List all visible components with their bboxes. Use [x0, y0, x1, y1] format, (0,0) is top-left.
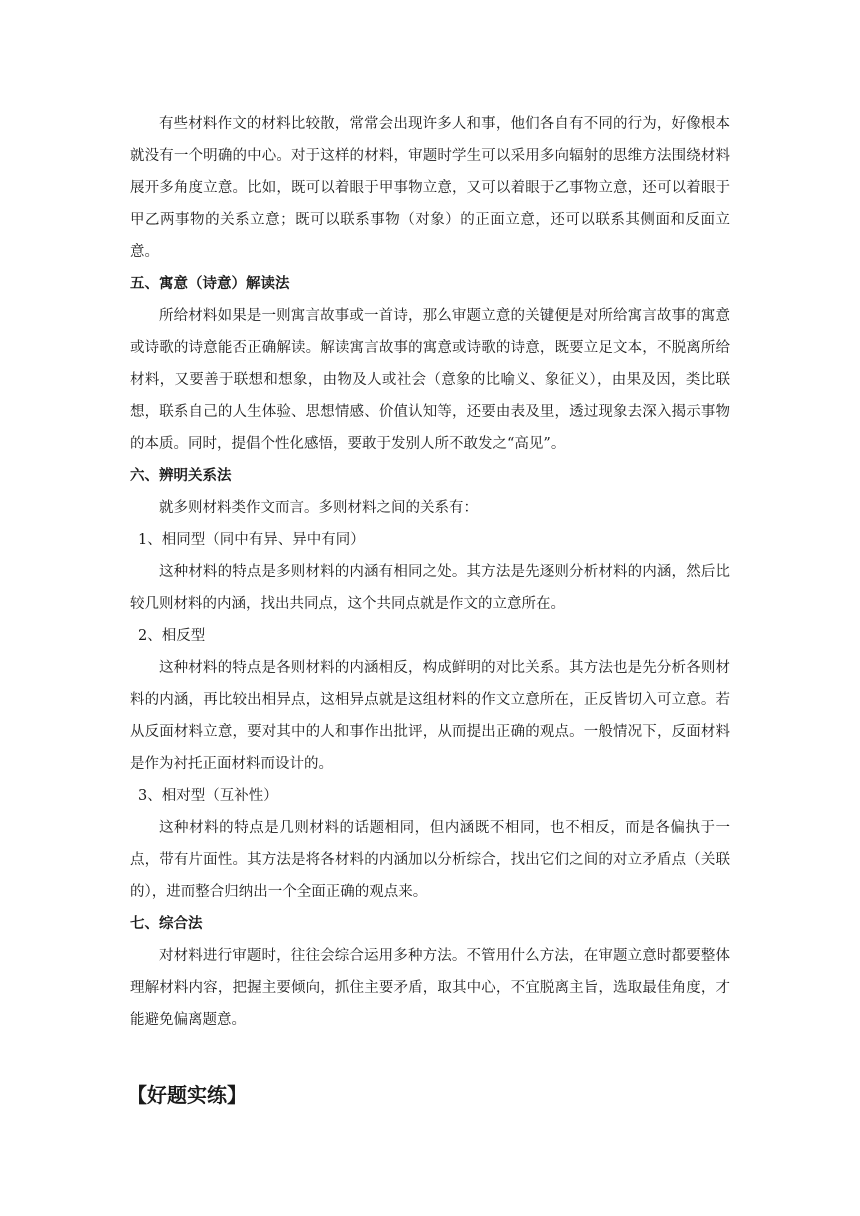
section-6-item-3-body: 这种材料的特点是几则材料的话题相同，但内涵既不相同，也不相反，而是各偏执于一点，带有片面性。其方法是将各材料的内涵加以分析综合，找出它们之间的对立矛盾点（关联的），进而整合归纳出一个全面正确的观点来。 — [130, 820, 730, 900]
section-6-item-2-body: 这种材料的特点是各则材料的内涵相反，构成鲜明的对比关系。其方法也是先分析各则材料的内涵，再比较出相异点，这相异点就是这组材料的作文立意所在，正反皆切入可立意。若从反面材料立意，要对其中的人和事作出批评，从而提出正确的观点。一般情况下，反面材料是作为衬托正面材料而设计的。 — [130, 660, 730, 772]
section-6-item-3-label: 3、相对型（互补性） — [138, 788, 278, 804]
section-7-body: 对材料进行审题时，往往会综合运用多种方法。不管用什么方法，在审题立意时都要整体理解材料内容，把握主要倾向，抓住主要矛盾，取其中心，不宜脱离主旨，选取最佳角度，才能避免偏离题意。 — [130, 948, 730, 1028]
section-6-heading: 六、辨明关系法 — [130, 468, 232, 484]
section-6-item-2-label: 2、相反型 — [138, 628, 206, 644]
practice-section-title: 【好题实练】 — [127, 1083, 247, 1107]
section-6-item-1-label: 1、相同型（同中有异、异中有同） — [138, 532, 365, 548]
content-block — [130, 108, 730, 1036]
section-7-heading: 七、综合法 — [130, 916, 203, 932]
section-5-body: 所给材料如果是一则寓言故事或一首诗，那么审题立意的关键便是对所给寓言故事的寓意或诗歌的诗意能否正确解读。解读寓言故事的寓意或诗歌的诗意，既要立足文本，不脱离所给材料，又要善于联想和想象，由物及人或社会（意象的比喻义、象征义），由果及因，类比联想，联系自己的人生体验、思想情感、价值认知等，还要由表及里，透过现象去深入揭示事物的本质。同时，提倡个性化感悟，要敢于发别人所不敢发之“高见”。 — [130, 308, 730, 452]
section-5-heading: 五、寓意（诗意）解读法 — [130, 276, 290, 292]
section-6-intro: 就多则材料类作文而言。多则材料之间的关系有： — [159, 500, 478, 516]
section-6-item-1-body: 这种材料的特点是多则材料的内涵有相同之处。其方法是先逐则分析材料的内涵，然后比较几则材料的内涵，找出共同点，这个共同点就是作文的立意所在。 — [130, 564, 730, 612]
intro-paragraph: 有些材料作文的材料比较散，常常会出现许多人和事，他们各自有不同的行为，好像根本就没有一个明确的中心。对于这样的材料，审题时学生可以采用多向辐射的思维方法围绕材料展开多角度立意。比如，既可以着眼于甲事物立意，又可以着眼于乙事物立意，还可以着眼于甲乙两事物的关系立意；既可以联系事物（对象）的正面立意，还可以联系其侧面和反面立意。 — [130, 116, 730, 260]
